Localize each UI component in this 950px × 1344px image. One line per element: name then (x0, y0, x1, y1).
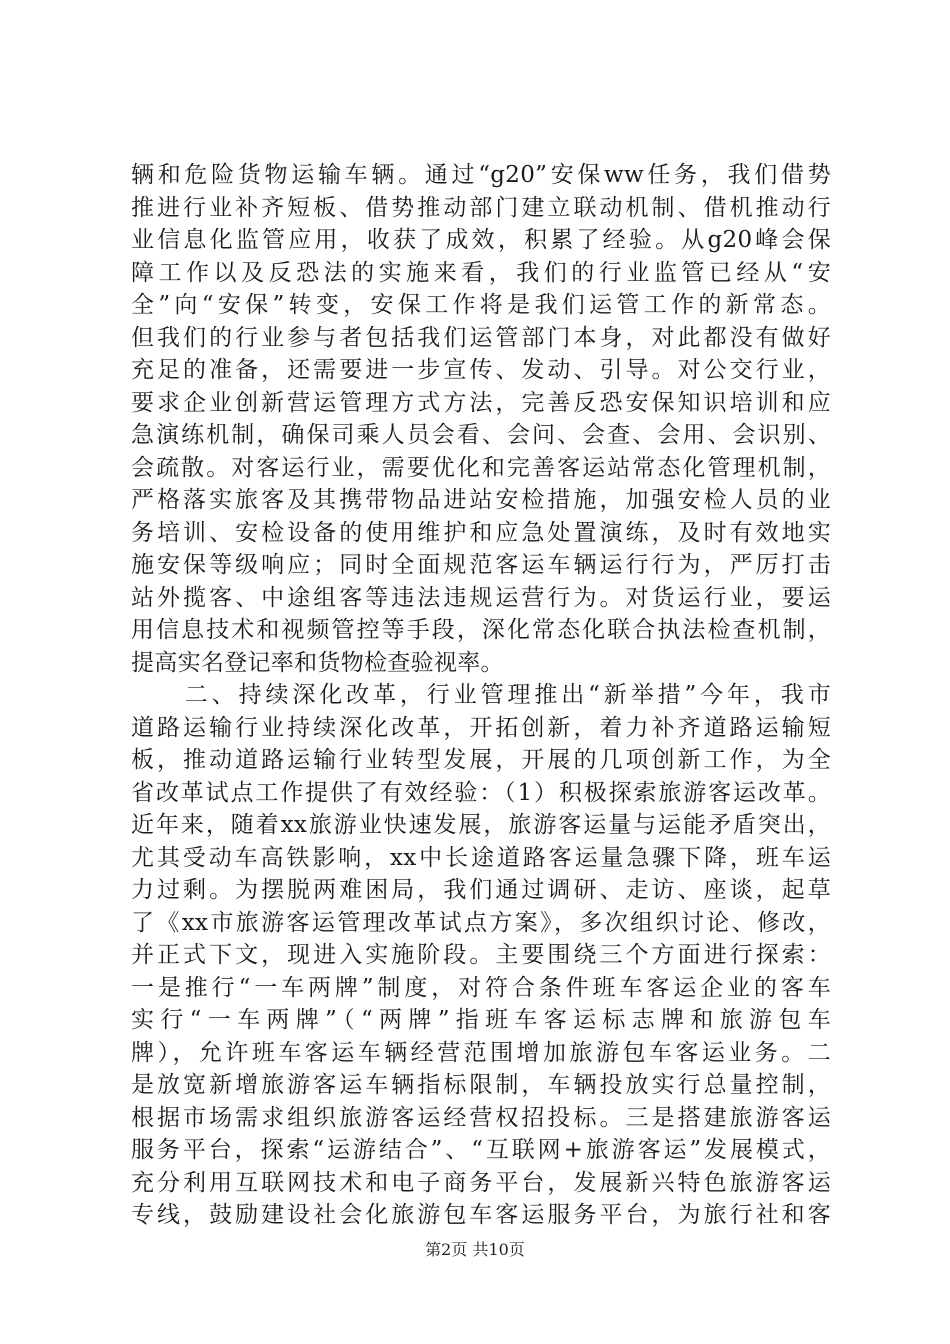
text-line: 推进行业补齐短板、借势推动部门建立联动机制、借机推动行 (131, 194, 831, 221)
page-footer: 第2页 共10页 (425, 1240, 525, 1259)
text-line: 根据市场需求组织旅游客运经营权招投标。三是搭建旅游客运 (131, 1104, 831, 1131)
text-line: 道路运输行业持续深化改革，开拓创新，着力补齐道路运输短 (131, 714, 831, 741)
text-line: 站外揽客、中途组客等违法违规运营行为。对货运行业，要运 (131, 584, 831, 611)
text-line: 近年来，随着xx旅游业快速发展，旅游客运量与运能矛盾突出， (131, 812, 831, 838)
text-line: 业信息化监管应用，收获了成效，积累了经验。从g20峰会保 (131, 227, 831, 253)
text-line: 尤其受动车高铁影响，xx中长途道路客运量急骤下降，班车运 (131, 844, 831, 871)
text-line: 二、持续深化改革，行业管理推出“新举措”今年，我市 (131, 682, 831, 708)
text-line: 并正式下文，现进入实施阶段。主要围绕三个方面进行探索： (131, 942, 831, 968)
text-line: 施安保等级响应；同时全面规范客运车辆运行行为，严厉打击 (131, 552, 831, 578)
text-line: 急演练机制，确保司乘人员会看、会问、会查、会用、会识别、 (131, 422, 831, 448)
text-line: 板，推动道路运输行业转型发展，开展的几项创新工作，为全 (131, 747, 831, 773)
text-line: 用信息技术和视频管控等手段，深化常态化联合执法检查机制， (131, 617, 831, 643)
text-line: 专线，鼓励建设社会化旅游包车客运服务平台，为旅行社和客 (131, 1202, 831, 1228)
text-line: 牌），允许班车客运车辆经营范围增加旅游包车客运业务。二 (131, 1039, 831, 1066)
text-line: 要求企业创新营运管理方式方法，完善反恐安保知识培训和应 (131, 389, 831, 416)
text-line: 实行“一车两牌”（“两牌”指班车客运标志牌和旅游包车 (131, 1007, 831, 1033)
text-line: 力过剩。为摆脱两难困局，我们通过调研、走访、座谈，起草 (131, 877, 831, 903)
text-line: 一是推行“一车两牌”制度，对符合条件班车客运企业的客车 (131, 974, 831, 1001)
text-line: 但我们的行业参与者包括我们运管部门本身，对此都没有做好 (131, 324, 831, 351)
text-line: 辆和危险货物运输车辆。通过“g20”安保ww任务，我们借势 (131, 162, 831, 188)
text-line: 服务平台，探索“运游结合”、“互联网+旅游客运”发展模式， (131, 1137, 831, 1163)
text-line: 充分利用互联网技术和电子商务平台，发展新兴特色旅游客运 (131, 1169, 831, 1196)
text-line: 省改革试点工作提供了有效经验：（1）积极探索旅游客运改革。 (131, 779, 831, 806)
text-line: 充足的准备，还需要进一步宣传、发动、引导。对公交行业， (131, 357, 831, 383)
text-line: 提高实名登记率和货物检查验视率。 (131, 649, 504, 676)
text-line: 严格落实旅客及其携带物品进站安检措施，加强安检人员的业 (131, 487, 831, 513)
text-line: 了《xx市旅游客运管理改革试点方案》，多次组织讨论、修改， (131, 909, 831, 936)
text-line: 会疏散。对客运行业，需要优化和完善客运站常态化管理机制， (131, 454, 831, 481)
text-line: 障工作以及反恐法的实施来看，我们的行业监管已经从“安 (131, 259, 831, 286)
document-body (131, 159, 831, 1232)
text-line: 全”向“安保”转变，安保工作将是我们运管工作的新常态。 (131, 292, 831, 318)
text-line: 是放宽新增旅游客运车辆指标限制，车辆投放实行总量控制， (131, 1072, 831, 1098)
text-line: 务培训、安检设备的使用维护和应急处置演练，及时有效地实 (131, 519, 831, 546)
